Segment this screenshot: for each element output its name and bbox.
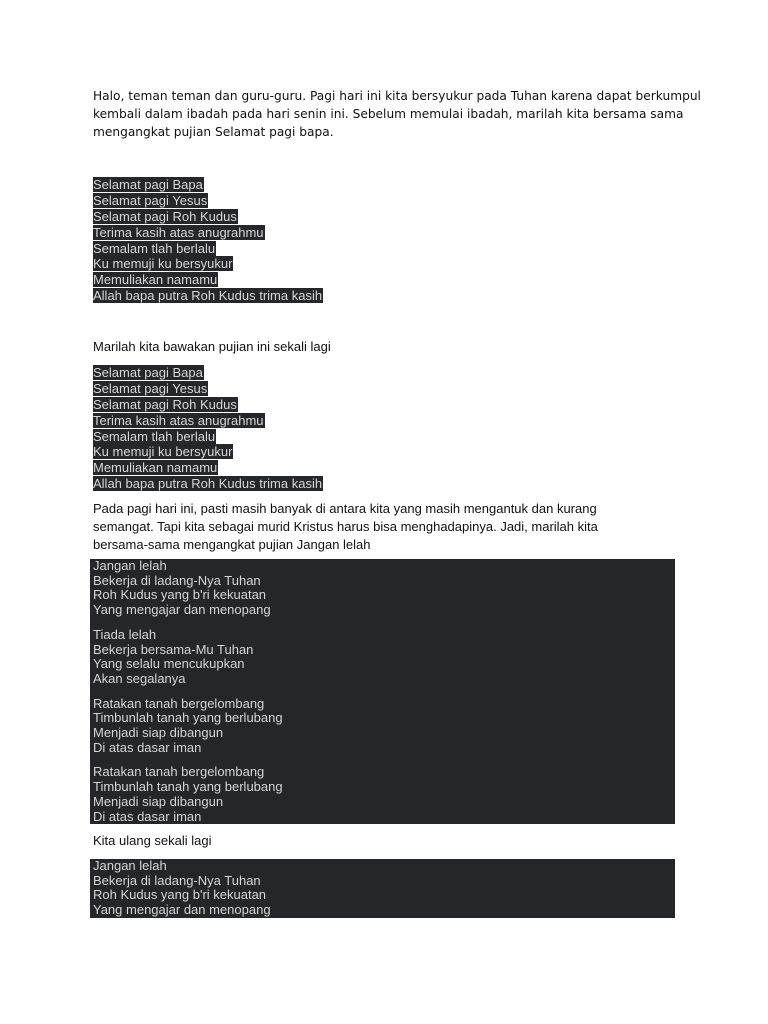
lyric-line: Jangan lelah <box>93 558 167 573</box>
transition-line: Pada pagi hari ini, pasti masih banyak di antara kita yang masih mengantuk dan kurang <box>93 501 597 516</box>
lyric-line: Memuliakan namamu <box>93 460 218 476</box>
lyric-line: Roh Kudus yang b'ri kekuatan <box>93 887 267 903</box>
lyric-line: Selamat pagi Roh Kudus <box>93 396 237 412</box>
lyric-line: Allah bapa putra Roh Kudus trima kasih <box>93 476 323 492</box>
lyric-line: Bekerja di ladang-Nya Tuhan <box>93 572 261 588</box>
lyric-line: Tiada lelah <box>93 626 157 642</box>
intro-paragraph <box>93 87 701 141</box>
lyric-line: Akan segalanya <box>93 670 186 686</box>
lyric-line: Selamat pagi Bapa <box>93 365 203 380</box>
lyric-line: Di atas dasar iman <box>93 808 202 824</box>
transition-line: semangat. Tapi kita sebagai murid Kristus harus bisa menghadapinya. Jadi, marilah kita <box>93 519 598 534</box>
transition-line: bersama-sama mengangkat pujian Jangan lelah <box>93 537 371 552</box>
song-selamat-pagi-repeat <box>93 365 323 492</box>
stanza <box>93 628 675 687</box>
lyric-line: Memuliakan namamu <box>93 272 218 288</box>
lyric-line: Menjadi siap dibangun <box>93 793 224 809</box>
song-selamat-pagi <box>93 177 323 304</box>
lyric-line: Allah bapa putra Roh Kudus trima kasih <box>93 288 323 304</box>
lyric-line: Bekerja di ladang-Nya Tuhan <box>93 872 261 888</box>
lyric-line: Yang mengajar dan menopang <box>93 902 271 918</box>
intro-line: Halo, teman teman dan guru-guru. Pagi hari ini kita bersyukur pada Tuhan karena dapat berkumpul <box>93 89 701 103</box>
lyric-line: Bekerja bersama-Mu Tuhan <box>93 641 254 657</box>
intro-line: kembali dalam ibadah pada hari senin ini. Sebelum memulai ibadah, marilah kita bersama sama <box>93 107 684 121</box>
stanza <box>93 859 675 918</box>
repeat-note-2: Kita ulang sekali lagi <box>93 833 212 848</box>
lyric-line: Selamat pagi Roh Kudus <box>93 208 237 224</box>
lyric-line: Menjadi siap dibangun <box>93 725 224 741</box>
lyric-line: Ku memuji ku bersyukur <box>93 256 233 272</box>
lyric-line: Selamat pagi Yesus <box>93 380 208 396</box>
lyric-line: Semalam tlah berlalu <box>93 240 216 256</box>
song-jangan-lelah <box>90 559 675 824</box>
lyric-line: Selamat pagi Bapa <box>93 177 203 192</box>
lyric-line: Yang mengajar dan menopang <box>93 602 271 618</box>
repeat-note: Marilah kita bawakan pujian ini sekali lagi <box>93 339 331 354</box>
lyric-line: Timbunlah tanah yang berlubang <box>93 779 283 795</box>
lyric-line: Timbunlah tanah yang berlubang <box>93 710 283 726</box>
stanza <box>93 697 675 756</box>
stanza <box>93 765 675 824</box>
lyric-line: Semalam tlah berlalu <box>93 428 216 444</box>
lyric-line: Di atas dasar iman <box>93 739 202 755</box>
lyric-line: Ratakan tanah bergelombang <box>93 695 265 711</box>
intro-line: mengangkat pujian Selamat pagi bapa. <box>93 125 334 139</box>
lyric-line: Ku memuji ku bersyukur <box>93 444 233 460</box>
lyric-line: Jangan lelah <box>93 858 167 873</box>
lyric-line: Terima kasih atas anugrahmu <box>93 224 264 240</box>
song-jangan-lelah-repeat <box>90 859 675 918</box>
stanza <box>93 559 675 618</box>
lyric-line: Terima kasih atas anugrahmu <box>93 412 264 428</box>
transition-paragraph <box>93 500 598 554</box>
lyric-line: Selamat pagi Yesus <box>93 192 208 208</box>
lyric-line: Roh Kudus yang b'ri kekuatan <box>93 587 267 603</box>
lyric-line: Yang selalu mencukupkan <box>93 656 245 672</box>
lyric-line: Ratakan tanah bergelombang <box>93 764 265 780</box>
